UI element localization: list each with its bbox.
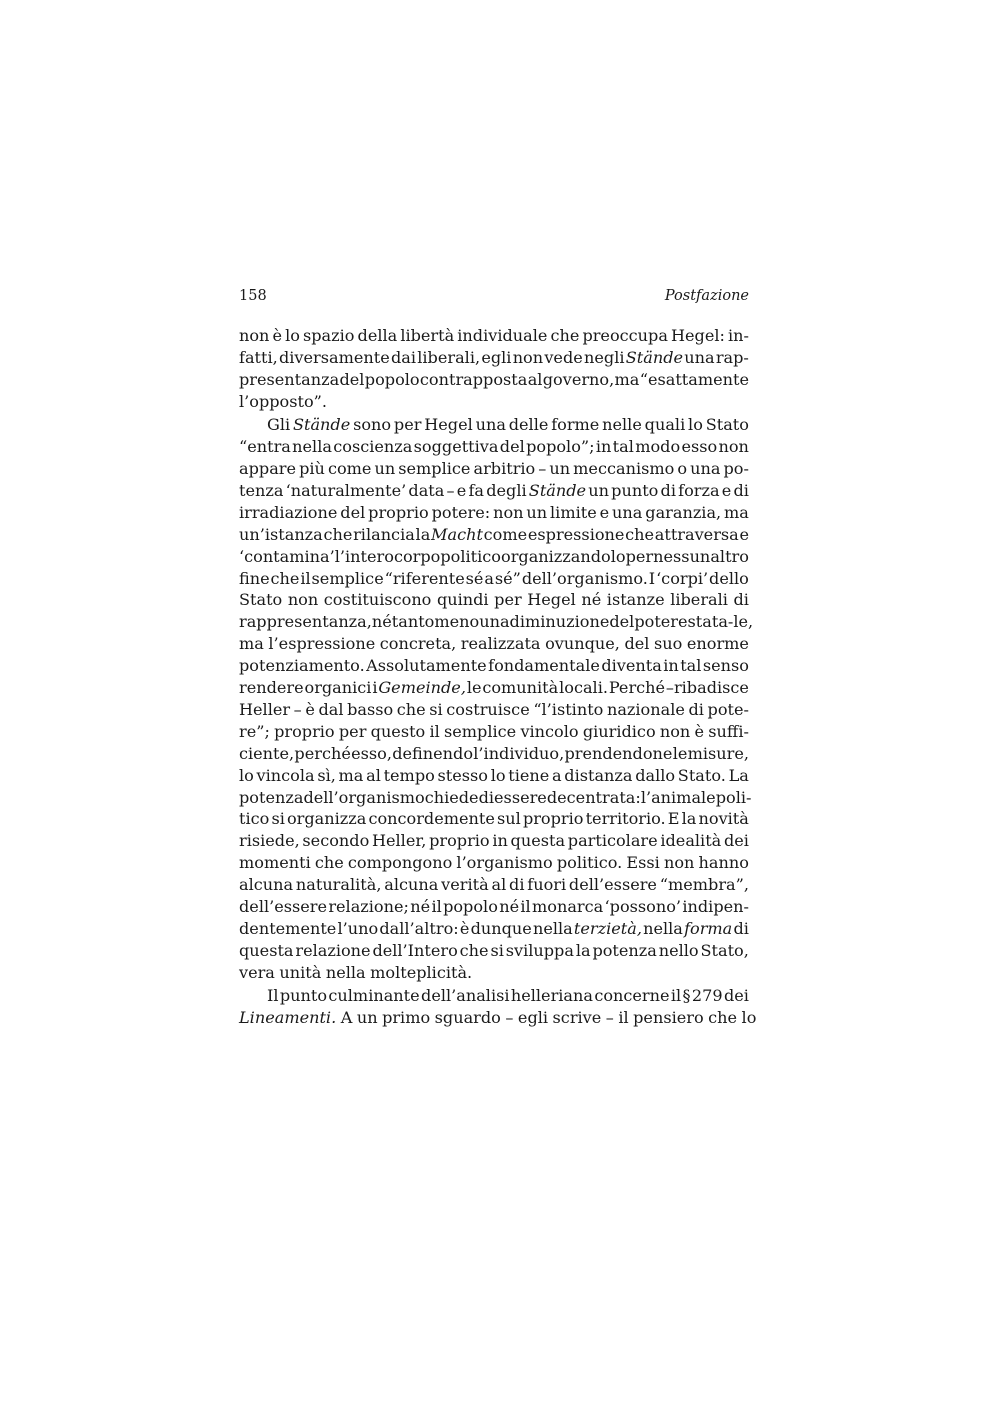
text-line: re”; proprio per questo il semplice vincolo giuridico non è suffi- bbox=[239, 721, 749, 741]
text-line: non è lo spazio della libertà individuale che preoccupa Hegel: in- bbox=[239, 326, 749, 345]
text-line: potenza dell’organismo chiede di essere decentrata: l’animale poli- bbox=[239, 787, 752, 807]
text-line: risiede, secondo Heller, proprio in questa particolare idealità dei bbox=[239, 831, 749, 851]
paragraph bbox=[239, 414, 754, 983]
text-line: fine che il semplice “riferente sé a sé” dell’organismo. I ‘corpi’ dello bbox=[239, 568, 749, 588]
running-head: Postfazione bbox=[664, 288, 749, 304]
text-line: appare più come un semplice arbitrio – un meccanismo o una po- bbox=[239, 459, 749, 479]
text-line: tenza ‘naturalmente’ data – e fa degli Stände un punto di forza e di bbox=[239, 481, 749, 501]
text-line: dell’essere relazione; né il popolo né il monarca ‘possono’ indipen- bbox=[239, 896, 749, 916]
paragraph bbox=[239, 985, 757, 1029]
text-line: rappresentanza, né tantomeno una diminuzione del potere stata- le, bbox=[239, 612, 754, 632]
text-line: presentanza del popolo contrapposta al governo, ma “esattamente bbox=[239, 369, 749, 389]
text-line: momenti che compongono l’organismo politico. Essi non hanno bbox=[239, 853, 749, 873]
text-line: questa relazione dell’Intero che si sviluppa la potenza nello Stato, bbox=[239, 940, 749, 960]
page-number: 158 bbox=[239, 288, 267, 304]
page-header bbox=[239, 288, 749, 310]
text-line: ciente, perché esso, definendo l’individuo, prendendone le misure, bbox=[239, 743, 749, 763]
text-line: rendere organici i Gemeinde, le comunità locali. Perché –ribadisce bbox=[239, 678, 749, 698]
text-line: Heller – è dal basso che si costruisce “l’istinto nazionale di pote- bbox=[239, 699, 749, 719]
text-line: Stato non costituiscono quindi per Hegel né istanze liberali di bbox=[239, 590, 749, 610]
text-line: fatti, diversamente dai liberali, egli non vede negli Stände una rap- bbox=[239, 347, 749, 367]
text-line: Gli Stände sono per Hegel una delle forme nelle quali lo Stato bbox=[267, 415, 749, 435]
text-line: ‘contamina’ l’intero corpo politico organizzandolo per nessun altro bbox=[239, 546, 749, 566]
text-line: potenziamento. Assolutamente fondamentale diventa in tal senso bbox=[239, 656, 749, 676]
text-line: irradiazione del proprio potere: non un limite e una garanzia, ma bbox=[239, 502, 749, 522]
body-text bbox=[239, 325, 757, 1029]
text-line: tico si organizza concordemente sul proprio territorio. E la novità bbox=[239, 809, 749, 829]
paragraph bbox=[239, 325, 749, 413]
text-line: lo vincola sì, ma al tempo stesso lo tiene a distanza dallo Stato. La bbox=[239, 765, 749, 785]
text-line: alcuna naturalità, alcuna verità al di fuori dell’essere “membra”, bbox=[239, 875, 749, 895]
text-line: Il punto culminante dell’analisi helleriana concerne il § 279 dei bbox=[267, 986, 749, 1006]
text-line: un’istanza che rilancia la Macht come espressione che attraversa e bbox=[239, 524, 749, 544]
text-line: “entra nella coscienza soggettiva del popolo”; in tal modo esso non bbox=[239, 437, 749, 457]
text-line: ma l’espressione concreta, realizzata ovunque, del suo enorme bbox=[239, 634, 749, 654]
text-line: l’opposto”. bbox=[239, 391, 328, 411]
text-line: dentemente l’uno dall’altro: è dunque nella terzietà, nella forma di bbox=[239, 918, 749, 938]
text-line: Lineamenti. A un primo sguardo – egli scrive – il pensiero che lo bbox=[239, 1008, 757, 1028]
text-line: vera unità nella molteplicità. bbox=[239, 962, 473, 982]
